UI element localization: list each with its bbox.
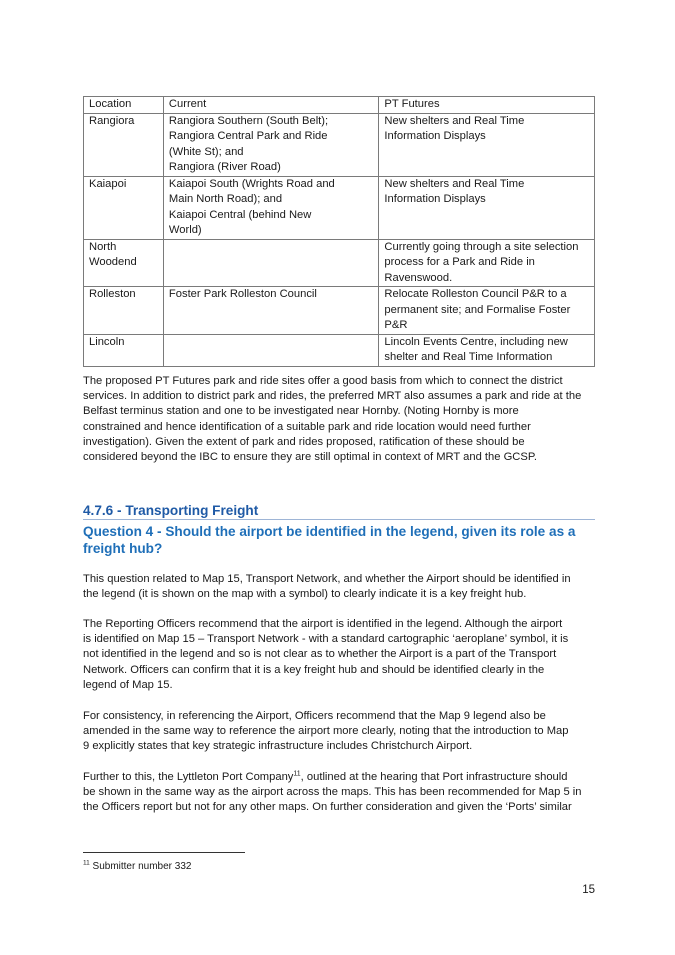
paragraph-port [83, 770, 595, 816]
cell-line: Information Displays [384, 130, 486, 142]
text-line: amended in the same way to reference the airport more clearly, noting that the introduction to Map [83, 725, 569, 738]
text-line: is identified on Map 15 – Transport Network - with a standard cartographic ‘aeroplane’ symbol, it is [83, 633, 569, 646]
location-cell [84, 176, 164, 239]
cell-line: New shelters and Real Time [384, 114, 525, 127]
footnote-ref: 11 [293, 770, 301, 778]
text-line: legend of Map 15. [83, 678, 173, 691]
section-heading: 4.7.6 - Transporting Freight [83, 503, 259, 518]
paragraph-question-context [83, 572, 595, 602]
footnote [83, 861, 191, 872]
table-row [84, 113, 595, 176]
location-cell [84, 113, 164, 176]
cell-line: Rolleston [89, 288, 136, 300]
cell-line: permanent site; and Formalise Foster [384, 303, 571, 316]
location-cell [84, 334, 164, 366]
current-cell [163, 287, 379, 335]
table-row [84, 176, 595, 239]
paragraph-consistency [83, 709, 595, 755]
cell-line: Woodend [89, 256, 137, 268]
cell-line: Rangiora (River Road) [168, 161, 281, 173]
cell-line: process for a Park and Ride in [384, 256, 535, 268]
cell-line: shelter and Real Time Information [384, 351, 553, 363]
current-cell [163, 176, 379, 239]
table-row [84, 287, 595, 335]
cell-line: North [89, 240, 117, 253]
cell-line: Information Displays [384, 193, 486, 205]
text-line: services. In addition to district park and rides, the preferred MRT also assumes a park and ride at the [83, 390, 582, 403]
cell-line: Foster Park Rolleston Council [168, 288, 317, 300]
text-line: the Officers report but not for any other maps. On further consideration and given the ‘Ports’ similar [83, 801, 572, 814]
cell-line: P&R [384, 319, 408, 331]
page-number: 15 [582, 884, 595, 896]
header-location: Location [84, 97, 164, 114]
footnote-separator [83, 852, 245, 853]
current-cell [163, 239, 379, 287]
cell-line: Kaiapoi South (Wrights Road and [168, 177, 335, 190]
text-line: investigation). Given the extent of park and rides proposed, ratification of these should be [83, 435, 525, 448]
text-line: For consistency, in referencing the Airport, Officers recommend that the Map 9 legend also be [83, 710, 546, 722]
cell-line: Kaiapoi Central (behind New [168, 208, 312, 221]
futures-cell [379, 334, 595, 366]
text-line: The proposed PT Futures park and ride sites offer a good basis from which to connect the district [83, 375, 563, 387]
footnote-text: Submitter number 332 [89, 861, 192, 872]
park-and-ride-table [83, 96, 595, 367]
question-heading [83, 523, 595, 557]
cell-line: Rangiora [89, 114, 135, 127]
text-line: be shown in the same way as the airport across the maps. This has been recommended for Map 5 in [83, 786, 582, 799]
text-line [83, 770, 595, 785]
text-line: 9 explicitly states that key strategic infrastructure includes Christchurch Airport. [83, 740, 473, 753]
paragraph-park-and-ride [83, 374, 595, 465]
header-pt-futures: PT Futures [379, 97, 595, 114]
footnote-number: 11 [83, 859, 90, 867]
cell-line: Main North Road); and [168, 193, 283, 205]
cell-line: Relocate Rolleston Council P&R to a [384, 288, 567, 300]
text-line: Network. Officers can confirm that it is a key freight hub and should be identified clearly in the [83, 663, 545, 676]
cell-line: Rangiora Central Park and Ride [168, 130, 328, 142]
header-current: Current [163, 97, 379, 114]
question-line: Question 4 - Should the airport be identified in the legend, given its role as a [83, 524, 576, 539]
cell-line: Currently going through a site selection [384, 240, 579, 253]
current-cell [163, 334, 379, 366]
current-cell [163, 113, 379, 176]
location-cell [84, 239, 164, 287]
cell-line: New shelters and Real Time [384, 177, 525, 190]
cell-line: Lincoln [89, 335, 125, 348]
heading-underline [83, 519, 595, 520]
table-header-row [84, 97, 595, 114]
futures-cell [379, 287, 595, 335]
text-line: the legend (it is shown on the map with a symbol) to clearly indicate it is a key freight hub. [83, 588, 527, 601]
cell-line: Ravenswood. [384, 271, 453, 284]
table-row [84, 334, 595, 366]
text-line: constrained and hence identification of a suitable park and ride location would need further [83, 420, 531, 433]
text-run: Further to this, the Lyttleton Port Company [83, 771, 294, 783]
paragraph-recommendation [83, 617, 595, 693]
question-line: freight hub? [83, 541, 163, 556]
cell-line: (White St); and [168, 145, 244, 158]
futures-cell [379, 113, 595, 176]
text-run: , outlined at the hearing that Port infrastructure should [300, 771, 568, 783]
text-line: This question related to Map 15, Transport Network, and whether the Airport should be identified in [83, 573, 571, 585]
text-line: Belfast terminus station and one to be investigated near Hornby. (Noting Hornby is more [83, 405, 519, 418]
cell-line: World) [168, 224, 202, 236]
location-cell [84, 287, 164, 335]
text-line: The Reporting Officers recommend that the airport is identified in the legend. Although the airport [83, 618, 563, 630]
text-line: not identified in the legend and so is not clear as to whether the Airport is a part of the Transport [83, 648, 557, 661]
text-line: considered beyond the IBC to ensure they are still optimal in context of MRT and the GCSP. [83, 451, 537, 464]
futures-cell [379, 239, 595, 287]
cell-line: Rangiora Southern (South Belt); [168, 114, 329, 127]
cell-line: Kaiapoi [89, 177, 127, 190]
futures-cell [379, 176, 595, 239]
cell-line: Lincoln Events Centre, including new [384, 335, 568, 348]
table-row [84, 239, 595, 287]
